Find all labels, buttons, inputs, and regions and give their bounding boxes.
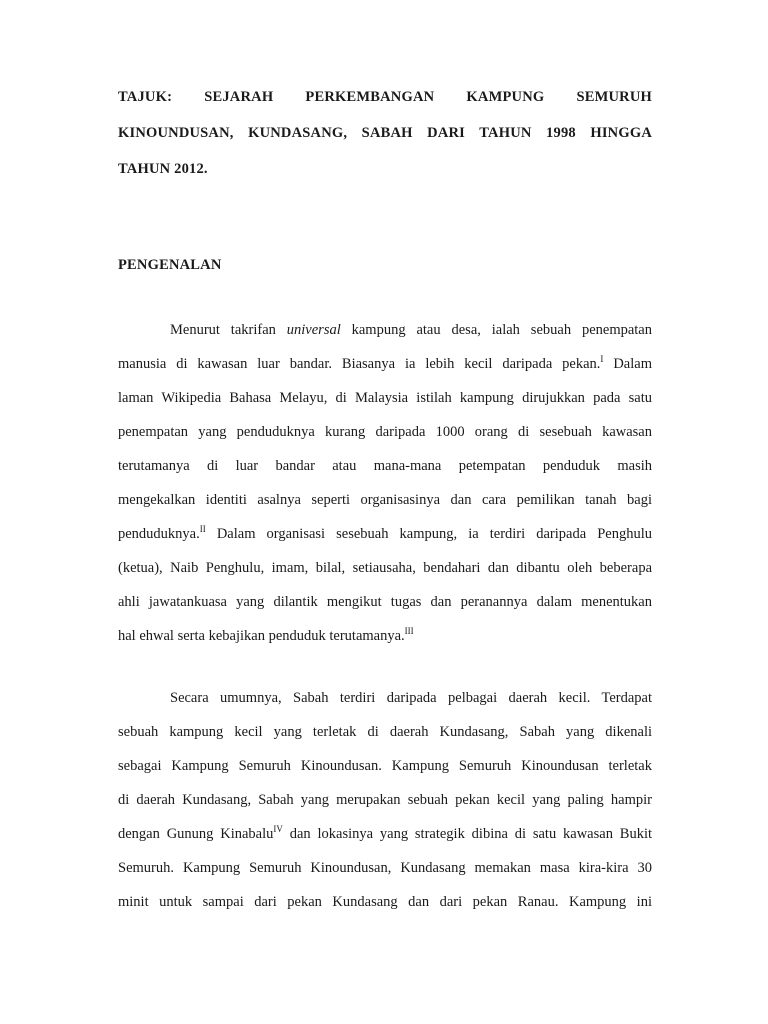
section-heading: PENGENALAN [118,257,222,273]
document-title [118,84,652,192]
title-line-3: TAHUN 2012. [118,161,208,177]
paragraph-line: minit untuk sampai dari pekan Kundasang dan dari pekan Ranau. Kampung ini [118,894,652,910]
paragraph-1 [118,318,652,658]
footnote-marker: III [404,626,414,636]
paragraph-line: sebuah kampung kecil yang terletak di daerah Kundasang, Sabah yang dikenali [118,724,652,740]
paragraph-line: laman Wikipedia Bahasa Melayu, di Malaysia istilah kampung dirujukkan pada satu [118,390,652,406]
paragraph-line [118,522,652,556]
text-run: penduduknya. [118,526,200,542]
paragraph-line: di daerah Kundasang, Sabah yang merupakan sebuah pekan kecil yang paling hampir [118,792,652,808]
text-run: kampung atau desa, ialah sebuah penempatan [340,322,652,338]
text-run: hal ehwal serta kebajikan penduduk terutamanya. [118,628,405,644]
paragraph-line: terutamanya di luar bandar atau mana-mana petempatan penduduk masih [118,458,652,474]
paragraph-line: ahli jawatankuasa yang dilantik mengikut tugas dan peranannya dalam menentukan [118,594,652,610]
italic-text: universal [286,322,341,338]
paragraph-line [118,318,652,352]
paragraph-line: sebagai Kampung Semuruh Kinoundusan. Kampung Semuruh Kinoundusan terletak [118,758,652,774]
paragraph-line: Semuruh. Kampung Semuruh Kinoundusan, Kundasang memakan masa kira-kira 30 [118,860,652,876]
text-run: Dalam organisasi sesebuah kampung, ia terdiri daripada Penghulu [205,526,652,542]
text-run: dan lokasinya yang strategik dibina di satu kawasan Bukit [282,826,652,842]
paragraph-line: (ketua), Naib Penghulu, imam, bilal, setiausaha, bendahari dan dibantu oleh beberapa [118,560,652,576]
paragraph-line: Secara umumnya, Sabah terdiri daripada pelbagai daerah kecil. Terdapat [170,690,652,706]
title-line-1: TAJUK: SEJARAH PERKEMBANGAN KAMPUNG SEMURUH [118,89,652,105]
footnote-marker: I [600,354,604,364]
paragraph-2 [118,686,652,924]
text-run: manusia di kawasan luar bandar. Biasanya ia lebih kecil daripada pekan. [118,356,601,372]
paragraph-line: mengekalkan identiti asalnya seperti organisasinya dan cara pemilikan tanah bagi [118,492,652,508]
paragraph-line [118,624,652,658]
text-run: Dalam [603,356,652,372]
paragraph-line [118,352,652,386]
footnote-marker: IV [273,824,283,834]
title-line-2: KINOUNDUSAN, KUNDASANG, SABAH DARI TAHUN 1998 HINGGA [118,125,652,141]
paragraph-line: penempatan yang penduduknya kurang daripada 1000 orang di sesebuah kawasan [118,424,652,440]
text-run: dengan Gunung Kinabalu [118,826,274,842]
footnote-marker: II [199,524,206,534]
paragraph-line [118,822,652,856]
text-run: Menurut takrifan [170,322,287,338]
